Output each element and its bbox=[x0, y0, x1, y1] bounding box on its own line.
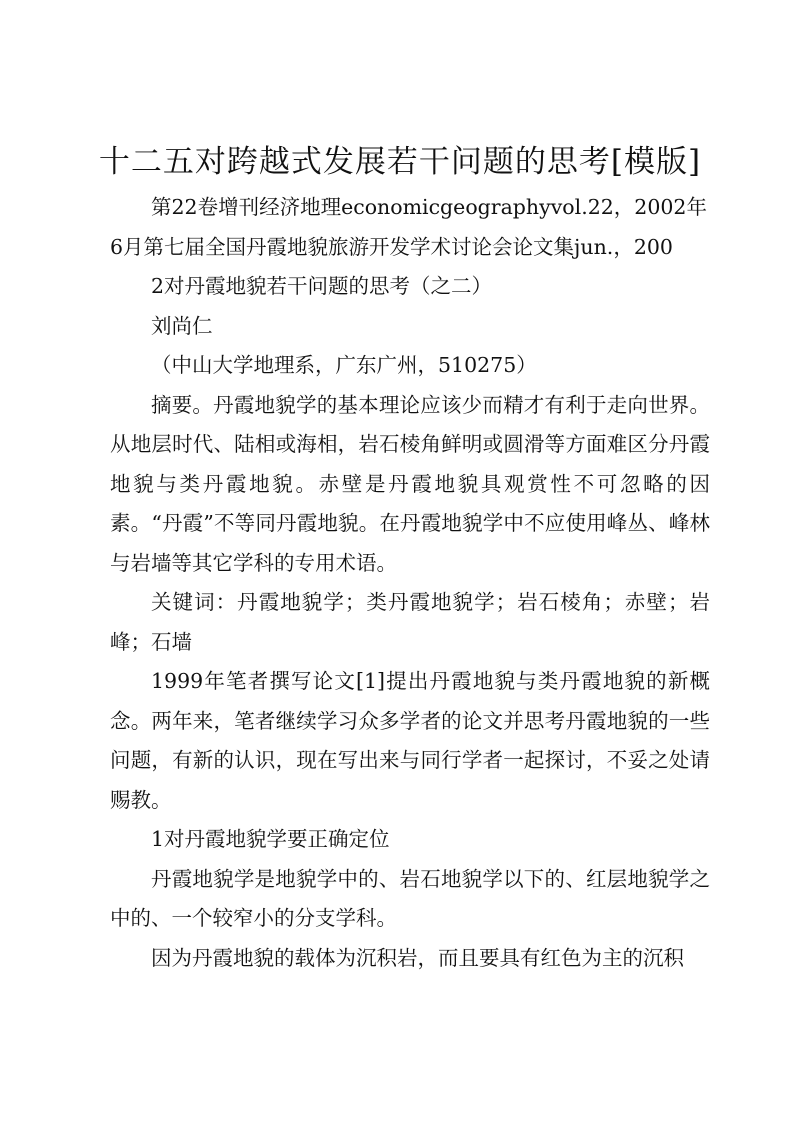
author-affiliation: （中山大学地理系，广东广州，510275） bbox=[151, 353, 537, 377]
body-paragraph: 丹霞地貌学是地貌学中的、岩石地貌学以下的、红层地貌学之中的、一个较窄小的分支学科。 bbox=[110, 866, 710, 930]
document-body bbox=[110, 188, 710, 978]
author-name: 刘尚仁 bbox=[151, 313, 213, 338]
intro-paragraph: 1999年笔者撰写论文[1]提出丹霞地貌与类丹霞地貌的新概念。两年来，笔者继续学习众多学者的论文并思考丹霞地貌的一些问题，有新的认识，现在写出来与同行学者一起探讨，不妥之处请赐教。 bbox=[110, 669, 710, 812]
abstract-paragraph: 摘要。丹霞地貌学的基本理论应该少而精才有利于走向世界。从地层时代、陆相或海相，岩石棱角鲜明或圆滑等方面难区分丹霞地貌与类丹霞地貌。赤壁是丹霞地貌具观赏性不可忽略的因素。“丹霞”不等同丹霞地貌。在丹霞地貌学中不应使用峰丛、峰林与岩墙等其它学科的专用术语。 bbox=[110, 392, 710, 575]
journal-info-line-2: 6月第七届全国丹霞地貌旅游开发学术讨论会论文集jun.，200 bbox=[110, 234, 673, 259]
body-paragraph-continued: 因为丹霞地貌的载体为沉积岩，而且要具有红色为主的沉积 bbox=[151, 945, 684, 970]
document-title: 十二五对跨越式发展若干问题的思考[模版] bbox=[98, 144, 702, 180]
journal-info-line-1: 第22卷增刊经济地理economicgeographyvol.22，2002年 bbox=[151, 195, 707, 219]
keywords-paragraph: 关键词：丹霞地貌学；类丹霞地貌学；岩石棱角；赤壁；岩峰；石墙 bbox=[110, 590, 710, 654]
article-title-line: 2对丹霞地貌若干问题的思考（之二） bbox=[151, 274, 493, 298]
section-heading-1: 1对丹霞地貌学要正确定位 bbox=[151, 827, 390, 851]
